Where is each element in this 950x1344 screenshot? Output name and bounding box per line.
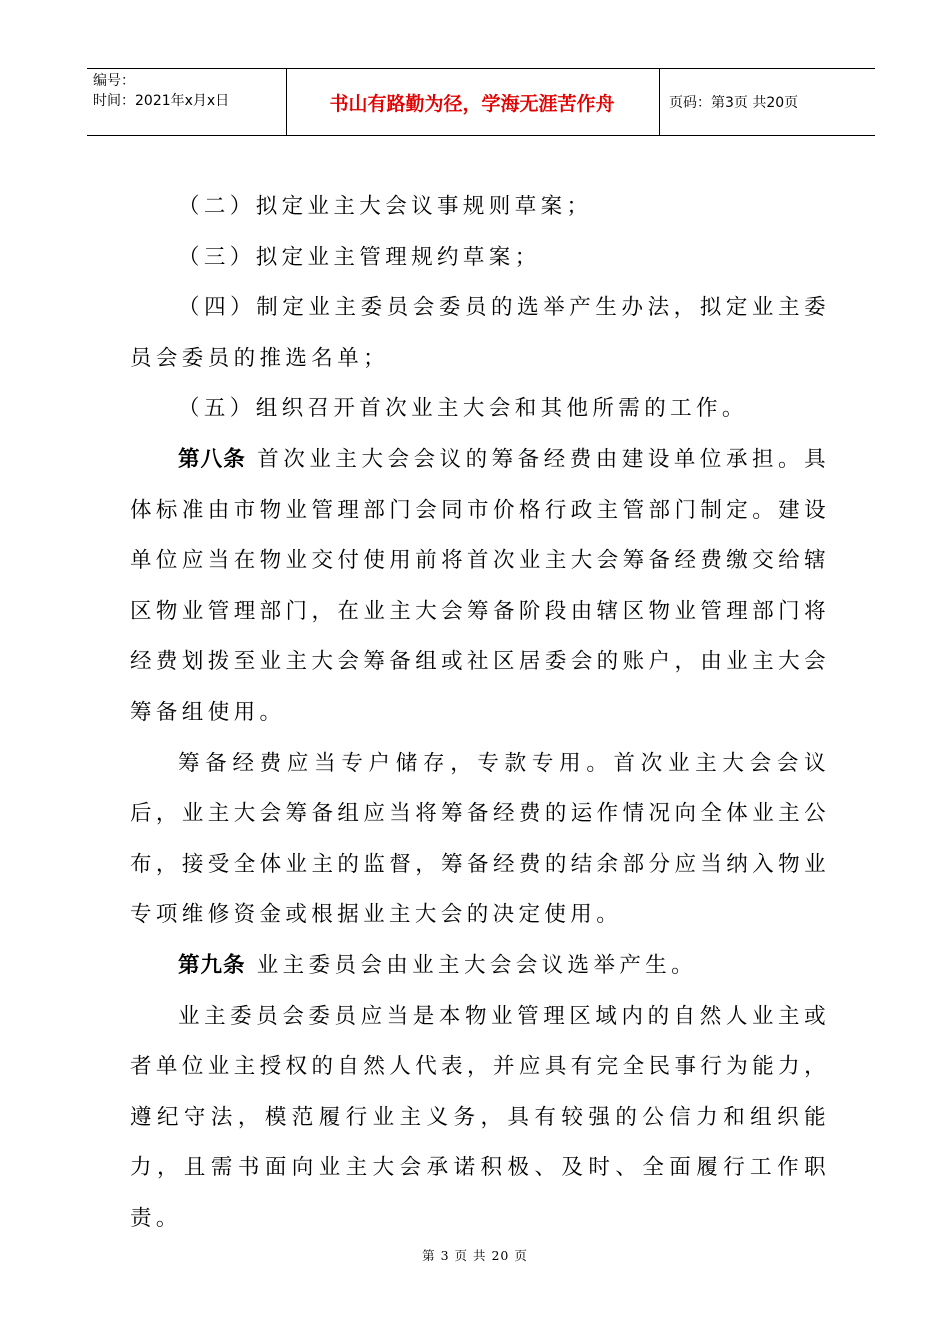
header-divider [659,69,660,135]
paragraph-text: 首次业主大会会议的筹备经费由建设单位承担。具体标准由市物业管理部门会同市价格行政主管部门制定。建设单位应当在物业交付使用前将首次业主大会筹备经费缴交给辖区物业管理部门，在业主大会筹备阶段由辖区物业管理部门将经费划拨至业主大会筹备组或社区居委会的账户，由业主大会筹备组使用。 [130,446,830,725]
article-title: 第八条 [178,446,246,472]
paragraph [130,992,830,1245]
document-body [130,182,830,1244]
page-header [87,68,875,136]
document-time-label: 时间：2021年x月x日 [93,93,230,109]
paragraph-text: 筹备经费应当专户储存，专款专用。首次业主大会会议后，业主大会筹备组应当将筹备经费的运作情况向全体业主公布，接受全体业主的监督，筹备经费的结余部分应当纳入物业专项维修资金或根据业主大会的决定使用。 [130,750,830,928]
header-motto: 书山有路勤为径，学海无涯苦作舟 [329,92,615,115]
paragraph-text: 业主委员会委员应当是本物业管理区域内的自然人业主或者单位业主授权的自然人代表，并应具有完全民事行为能力，遵纪守法，模范履行业主义务，具有较强的公信力和组织能力，且需书面向业主大会承诺积极、及时、全面履行工作职责。 [130,1003,830,1231]
header-page-info: 页码：第3页 共20页 [669,95,799,111]
paragraph [130,283,830,384]
article-title: 第九条 [178,952,246,978]
paragraph-text: （二）拟定业主大会议事规则草案； [178,194,593,219]
paragraph-text: （四）制定业主委员会委员的选举产生办法，拟定业主委员会委员的推选名单； [130,295,830,371]
paragraph-text: 业主委员会由业主大会会议选举产生。 [245,952,698,978]
paragraph [130,739,830,941]
paragraph [130,384,830,435]
paragraph-text: （三）拟定业主管理规约草案； [178,244,541,270]
header-meta [93,71,229,111]
paragraph [130,233,830,284]
document-number-label: 编号： [93,73,135,89]
paragraph [130,182,830,233]
paragraph [130,941,830,992]
page-footer: 第 3 页 共 20 页 [422,1248,528,1263]
paragraph-text: （五）组织召开首次业主大会和其他所需的工作。 [178,396,748,422]
paragraph [130,435,830,739]
